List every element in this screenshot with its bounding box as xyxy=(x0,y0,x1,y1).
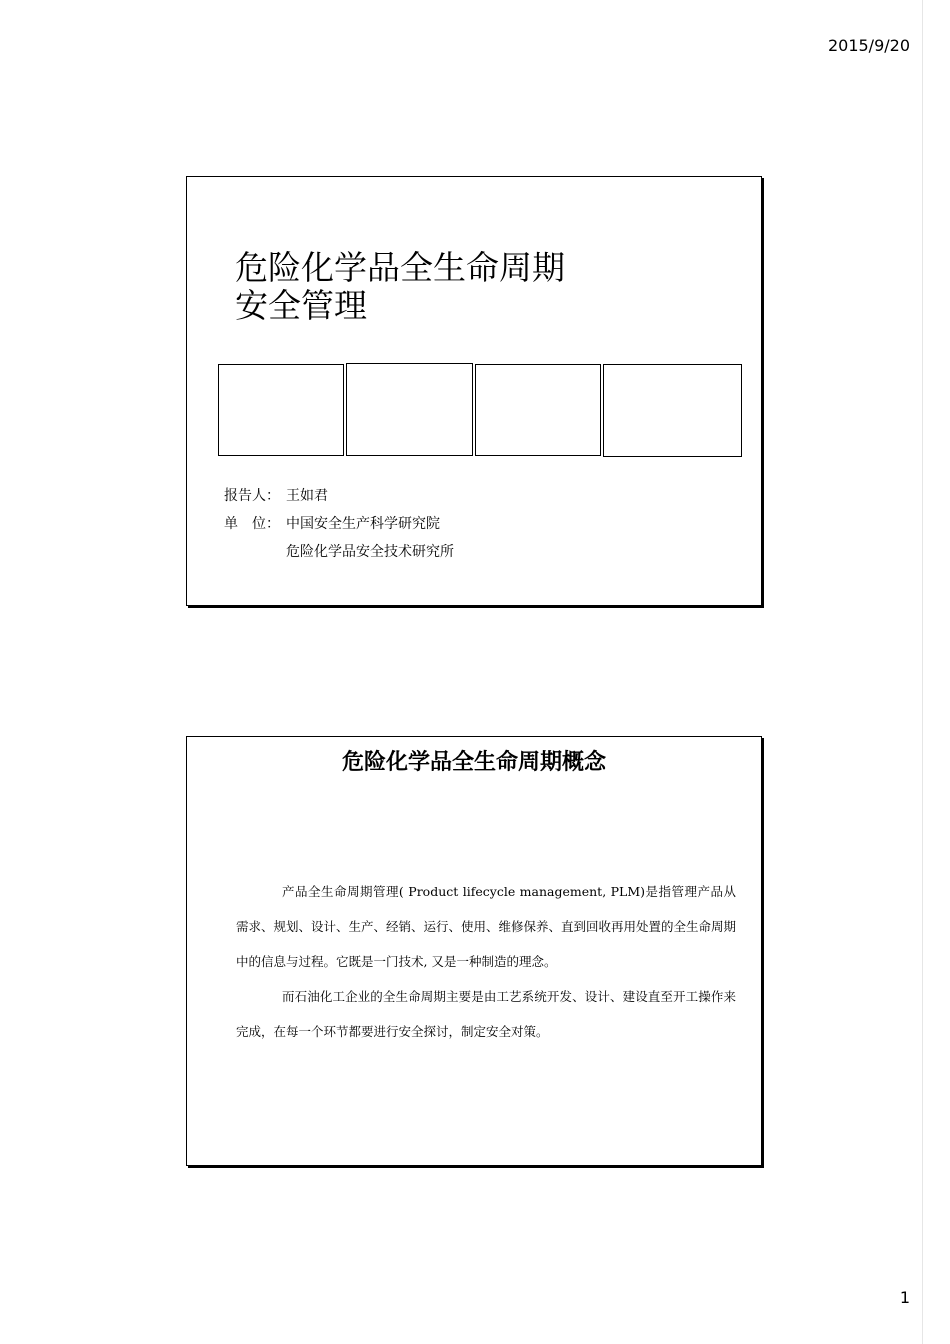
reporter-row xyxy=(224,482,454,510)
reporter-label: 报告人： xyxy=(224,488,280,504)
slide-thumbnail-2 xyxy=(186,736,762,1166)
slide-thumbnail-1 xyxy=(186,176,762,606)
unit-name-2: 危险化学品安全技术研究所 xyxy=(286,544,454,560)
image-placeholder-2 xyxy=(346,363,473,456)
concept-paragraph-2: 而石油化工企业的全生命周期主要是由工艺系统开发、设计、建设直至开工操作来完成，在每一个环节都要进行安全探讨，制定安全对策。 xyxy=(236,989,736,1039)
presenter-info xyxy=(224,482,454,566)
page-date: 2015/9/20 xyxy=(827,36,910,55)
unit-row-2 xyxy=(224,538,454,566)
slide-2-body xyxy=(236,874,736,1049)
concept-paragraph-1: 产品全生命周期管理( Product lifecycle management, PLM)是指管理产品从需求、规划、设计、生产、经销、运行、使用、维修保养、直到回收再用处置的全生命周期中的信息与过程。它既是一门技术, 又是一种制造的理念。 xyxy=(236,884,737,969)
unit-row xyxy=(224,510,454,538)
slide-1-title-line-2: 安全管理 xyxy=(235,286,367,325)
slide-1-title xyxy=(235,249,565,325)
slide-2-title: 危险化学品全生命周期概念 xyxy=(341,750,606,775)
page-edge-line xyxy=(922,0,923,1344)
image-placeholder-3 xyxy=(475,364,601,456)
unit-label: 单 位： xyxy=(224,516,280,532)
slide-1-title-line-1: 危险化学品全生命周期 xyxy=(235,248,565,287)
reporter-name: 王如君 xyxy=(286,488,328,504)
image-placeholder-4 xyxy=(603,364,742,457)
unit-name-1: 中国安全生产科学研究院 xyxy=(286,516,440,532)
page-number: 1 xyxy=(899,1288,910,1307)
image-placeholder-1 xyxy=(218,364,344,456)
